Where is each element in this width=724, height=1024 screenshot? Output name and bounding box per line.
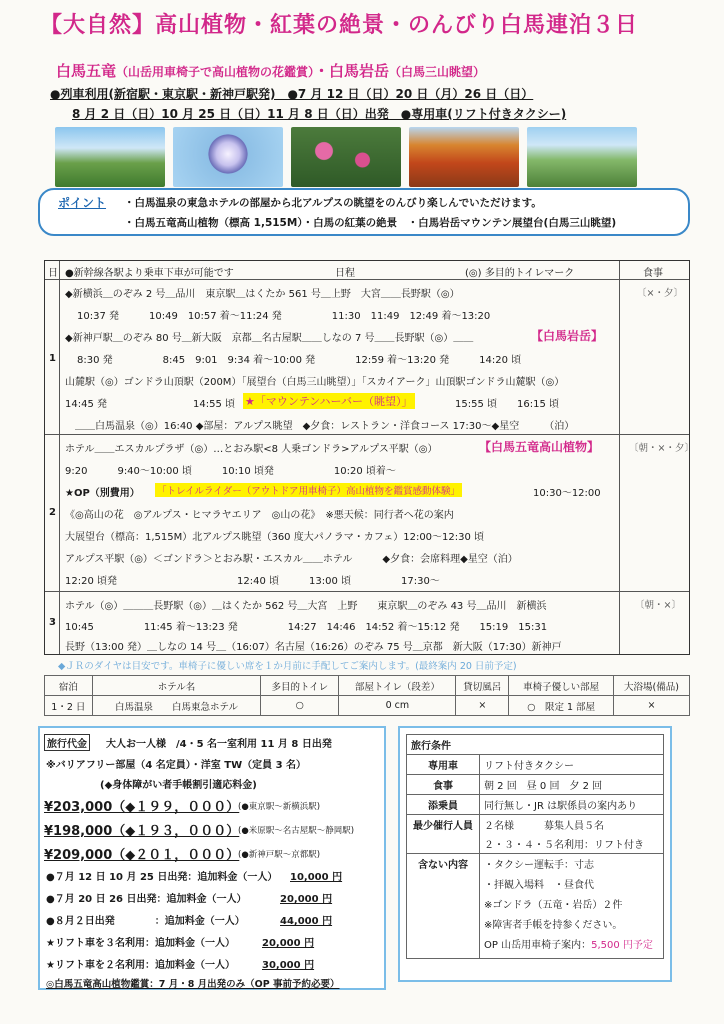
day-1-row-5: 山麓駅（◎）ゴンドラ山頂駅（200M）「展望台（白馬三山眺望）」「スカイアーク」山頂駅ゴンドラ山麓駅（◎）: [65, 377, 565, 388]
price-footnote: ◎白馬五竜高山植物鑑賞：7 月・8 月出発のみ（OP 事前予約必要）: [46, 979, 340, 990]
acc-room-toilet: 0 cm: [339, 696, 456, 716]
day-1-iwatake-label: 【白馬岩岳】: [531, 329, 604, 343]
day-2-row-1: ホテル＿＿エスカルプラザ（◎）…とおみ駅<8 人乗ゴンドラ>アルプス平駅（◎）: [65, 444, 438, 455]
lift-3-value: 20,000 円: [262, 938, 315, 949]
subtitle-hakuba-goryu: 白馬五竜: [56, 62, 117, 80]
cond-car-value: リフト付きタクシー: [480, 755, 664, 775]
cond-min-value-2: ２・３・４・５名利用：リフト付き: [484, 840, 644, 851]
cond-excluded-key: 含ない内容: [407, 854, 480, 959]
acc-wheelchair-room: ○ 限定 1 部屋: [509, 696, 614, 716]
cond-excluded-5: [484, 936, 659, 956]
cond-excluded-1: ・タクシー運転手：寸志: [484, 860, 594, 871]
lift-2-label: ★リフト車を２名利用：追加料金（一人）: [46, 960, 235, 971]
photo-mountain-meadow: [55, 127, 165, 187]
acc-header-toilet: 多目的トイレ: [261, 676, 339, 696]
acc-header-wheelchair-room: 車椅子優しい部屋: [509, 676, 614, 696]
cond-excluded-3: ※ゴンドラ（五竜・岩岳）２件: [484, 900, 623, 911]
day-2-row-2: 9:20 9:40～10:00 頃 10:10 頃発 10:20 頃着～: [65, 466, 396, 477]
price-2-route: (●米原駅～名古屋駅～静岡駅): [238, 826, 355, 836]
point-line-1: ・白馬温泉の東急ホテルの部屋から北アルプスの眺望をのんびり楽しんでいただけます。: [124, 197, 542, 209]
day-2-row-7: 12:20 頃発 12:40 頃 13:00 頃 17:30～: [65, 576, 440, 587]
jr-schedule-note: ◆ＪＲのダイヤは目安です。車椅子に優しい席を１か月前に手配してご案内します。(最終案内 20 日前予定): [58, 661, 517, 672]
price-2: ¥198,000（◆１９３，０００）: [44, 824, 240, 839]
schedule-header-toilet-legend: (◎) 多目的トイレマーク: [465, 268, 575, 279]
photo-autumn-leaves: [409, 127, 519, 187]
surcharge-2-value: 20,000 円: [280, 894, 333, 905]
day-1-row-7: ＿＿白馬温泉（◎）16:40 ◆部屋：アルプス眺望 ◆夕食：レストラン・洋食コース 17:30～◆星空 （泊）: [75, 421, 575, 432]
day-1-row-2: 10:37 発 10:49 10:57 着～11:24 発 11:30 11:49 12:49 着～13:20: [77, 311, 491, 322]
cond-car-key: 専用車: [407, 755, 480, 775]
acc-header-private-bath: 貸切風呂: [456, 676, 509, 696]
subtitle-paren-2: （白馬三山眺望）: [389, 65, 486, 79]
schedule-header-day: 日: [48, 268, 58, 279]
cond-min-cell: [480, 815, 664, 854]
page-subtitle: [56, 60, 485, 81]
day-1-row-4: 8:30 発 8:45 9:01 9:34 着～10:00 発 12:59 着～13:20 発 14:20 頃: [77, 355, 522, 366]
surcharge-3-value: 44,000 円: [280, 916, 333, 927]
schedule-header-note: ●新幹線各駅より乗車下車が可能です: [65, 268, 234, 279]
day-1-number: 1: [49, 353, 56, 364]
acc-header-hotel: ホテル名: [92, 676, 261, 696]
accommodation-table: [44, 675, 690, 716]
accommodation-row: [45, 696, 690, 716]
cond-min-key: 最少催行人員: [407, 815, 480, 854]
conditions-box: [398, 726, 672, 982]
day-2-row-6: アルプス平駅（◎）＜ゴンドラ＞とおみ駅・エスカル＿＿ホテル ◆夕食：会席料理◆星空（泊）: [65, 554, 518, 565]
day-2-trail-rider-highlight: 「トレイルライダー（アウトドア用車椅子）高山植物を鑑賞感動体験」: [155, 483, 462, 497]
day-2-row-5: 大展望台（標高：1,515M）北アルプス眺望（360 度大パノラマ・カフェ）12:00～12:30 頃: [65, 532, 485, 543]
price-3: ¥209,000（◆２０１，０００）: [44, 848, 240, 863]
cond-option-price: 5,500 円予定: [591, 940, 653, 951]
surcharge-3-label: ●８月２日出発 ：追加料金（一人）: [46, 916, 245, 927]
day-2-meals: 〔朝・×・夕〕: [629, 443, 694, 454]
day-2-goryu-label: 【白馬五竜高山植物】: [479, 440, 600, 454]
photo-wheelchair-trail: [527, 127, 637, 187]
day-1-row-6-time-2: 14:55 頃: [193, 399, 235, 410]
schedule-table: [44, 260, 694, 655]
subtitle-hakuba-iwatake: ・白馬岩岳: [314, 62, 390, 80]
cond-excluded-4: ※障害者手帳を持参ください。: [484, 920, 623, 931]
price-label: 旅行代金: [44, 734, 90, 751]
info-line-2: 8 月 2 日（日）10 月 25 日（日）11 月 8 日（日）出発 ●専用車(リフト付きタクシー): [72, 107, 567, 121]
surcharge-1-value: 10,000 円: [290, 872, 343, 883]
cond-guide-value: 同行無し・JR は駅係員の案内あり: [480, 795, 664, 815]
acc-hotel: 白馬温泉 白馬東急ホテル: [92, 696, 261, 716]
cond-guide-key: 添乗員: [407, 795, 480, 815]
cond-excluded-2: ・拝観入場料 ・昼食代: [484, 880, 594, 891]
price-3-route: (●新神戸駅～京都駅): [238, 850, 321, 860]
surcharge-1-label: ●７月 12 日 10 月 25 日出発：追加料金（一人）: [46, 872, 278, 883]
cond-meal-key: 食事: [407, 775, 480, 795]
photo-strip: [55, 127, 650, 187]
acc-toilet: ○: [261, 696, 339, 716]
day-1-row-6-time: 14:45 発: [65, 399, 107, 410]
accommodation-header-row: [45, 676, 690, 696]
cond-excluded-cell: [480, 854, 664, 959]
acc-private-bath: ×: [456, 696, 509, 716]
day-2-number: 2: [49, 507, 56, 518]
day-1-row-1: ◆新横浜＿のぞみ 2 号＿品川 東京駅＿はくたか 561 号＿上野 大宮＿＿長野駅（◎）: [65, 289, 460, 300]
price-discount-note: (◆身体障がい者手帳割引適応料金): [100, 780, 257, 791]
price-1: ¥203,000（◆１９９，０００）: [44, 800, 240, 815]
day-3-row-2: 10:45 11:45 着～13:23 発 14:27 14:46 14:52 着～15:12 発 15:19 15:31: [65, 622, 548, 633]
cond-option-label: OP 山岳用車椅子案内：: [484, 940, 592, 951]
info-line-1: ●列車利用(新宿駅・東京駅・新神戸駅発) ●7 月 12 日（日）20 日（月）26 日（日）: [50, 87, 534, 101]
conditions-table: [406, 734, 664, 959]
price-head: 大人お一人様 /4・5 名一室利用 11 月 8 日出発: [106, 739, 332, 750]
point-line-2: ・白馬五竜高山植物（標高 1,515M）・白馬の紅葉の絶景 ・白馬岩岳マウンテン展望台(白馬三山眺望): [124, 217, 617, 229]
lift-2-value: 30,000 円: [262, 960, 315, 971]
day-1-meals: 〔×・夕〕: [637, 288, 683, 299]
day-2-option-time: 10:30～12:00: [533, 488, 601, 499]
price-1-route: (●東京駅～新横浜駅): [238, 802, 321, 812]
schedule-header-itinerary: 日程: [335, 268, 355, 279]
price-box: [38, 726, 386, 990]
cond-min-value: ２名様 募集人員５名: [484, 821, 604, 832]
surcharge-2-label: ●７月 20 日 26 日出発：追加料金（一人）: [46, 894, 247, 905]
acc-header-stay: 宿泊: [45, 676, 93, 696]
price-barrier-free: ※バリアフリー部屋（4 名定員）・洋室 TW（定員 3 名）: [46, 760, 307, 771]
schedule-header-meal: 食事: [643, 268, 663, 279]
lift-3-label: ★リフト車を３名利用：追加料金（一人）: [46, 938, 235, 949]
day-2-option-label: ★OP（別費用）: [65, 488, 140, 499]
page-title: 【大自然】高山植物・紅葉の絶景・のんびり白馬連泊３日: [40, 13, 639, 38]
day-3-number: 3: [49, 617, 56, 628]
day-3-row-1: ホテル（◎）＿＿＿長野駅（◎）＿はくたか 562 号＿大宮 上野 東京駅＿のぞみ 43 号＿品川 新横浜: [65, 601, 547, 612]
acc-header-room-toilet: 部屋トイレ（段差）: [339, 676, 456, 696]
subtitle-paren-1: （山岳用車椅子で高山植物の花鑑賞）: [116, 65, 315, 79]
photo-pink-flowers: [291, 127, 401, 187]
acc-stay: 1・2 日: [45, 696, 93, 716]
day-2-row-4: 《◎高山の花 ◎アルプス・ヒマラヤエリア ◎山の花》 ※悪天候：同行者へ花の案内: [65, 510, 454, 521]
photo-alpine-flower: [173, 127, 283, 187]
day-3-row-3: 長野（13:00 発）＿しなの 14 号＿（16:07）名古屋（16:26）のぞみ 75 号＿京都 新大阪（17:30）新神戸: [65, 642, 562, 653]
acc-header-large-bath: 大浴場(備品): [613, 676, 689, 696]
day-3-meals: 〔朝・×〕: [635, 600, 681, 611]
day-1-row-3: ◆新神戸駅＿のぞみ 80 号＿新大阪 京都＿名古屋駅＿＿しなの 7 号＿＿長野駅（◎）＿＿: [65, 333, 474, 344]
day-1-row-6-time-3: 15:55 頃 16:15 頃: [455, 399, 559, 410]
conditions-label: 旅行条件: [407, 735, 664, 755]
acc-large-bath: ×: [613, 696, 689, 716]
day-1-mountain-harbor-highlight: ★「マウンテンハーバー（眺望）」: [245, 395, 413, 408]
point-label: ポイント: [58, 196, 107, 210]
point-box: [38, 188, 690, 236]
cond-meal-value: 朝 2 回 昼 0 回 夕 2 回: [480, 775, 664, 795]
